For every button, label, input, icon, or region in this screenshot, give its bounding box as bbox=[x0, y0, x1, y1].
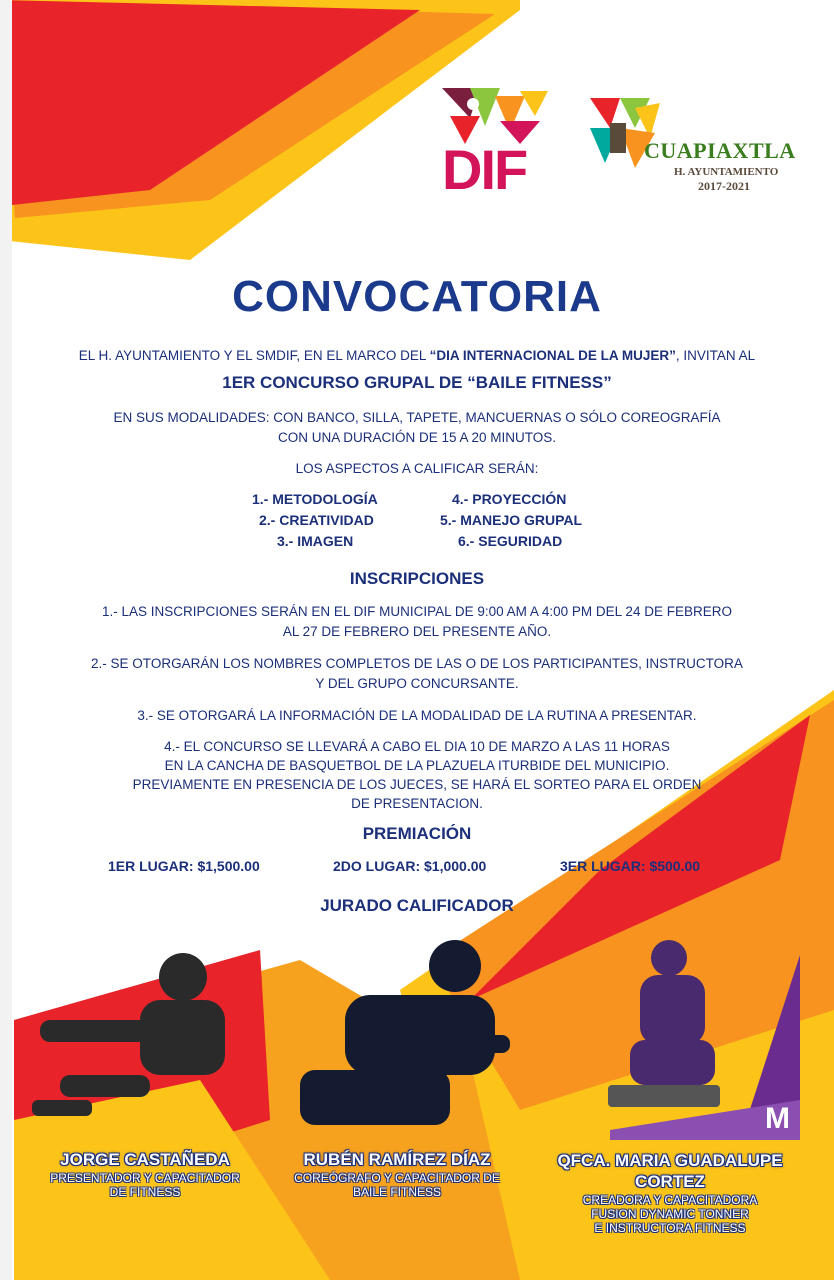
intro-highlight: “DIA INTERNACIONAL DE LA MUJER” bbox=[429, 348, 676, 363]
prize-second: 2DO LUGAR: $1,000.00 bbox=[333, 858, 487, 874]
page-title: CONVOCATORIA bbox=[232, 272, 602, 321]
judge-name-3 bbox=[540, 1150, 800, 1192]
judge-role-line: E INSTRUCTORA FITNESS bbox=[594, 1221, 746, 1235]
inscripcion-line: DE PRESENTACION. bbox=[351, 796, 483, 811]
criteria-item: 4.- PROYECCIÓN bbox=[452, 491, 567, 507]
judge-role-line: BAILE FITNESS bbox=[352, 1185, 442, 1199]
cuapiaxtla-name: CUAPIAXTLA bbox=[644, 138, 796, 163]
prize-first: 1ER LUGAR: $1,500.00 bbox=[108, 858, 260, 874]
jurado-heading: JURADO CALIFICADOR bbox=[320, 896, 514, 915]
judge-name-1: JORGE CASTAÑEDA bbox=[60, 1150, 230, 1169]
dif-logo bbox=[440, 86, 550, 202]
inscripcion-line: 3.- SE OTORGARÁ LA INFORMACIÓN DE LA MODALIDAD DE LA RUTINA A PRESENTAR. bbox=[137, 708, 697, 723]
inscripciones-heading: INSCRIPCIONES bbox=[349, 569, 485, 588]
inscripcion-line: EN LA CANCHA DE BASQUETBOL DE LA PLAZUELA ITURBIDE DEL MUNICIPIO. bbox=[164, 758, 670, 773]
judge-role-line: COREÓGRAFO Y CAPACITADOR DE bbox=[294, 1171, 500, 1185]
criteria-item: 5.- MANEJO GRUPAL bbox=[440, 512, 583, 528]
inscripcion-line: Y DEL GRUPO CONCURSANTE. bbox=[315, 676, 519, 691]
judge-role-line: CREADORA Y CAPACITADORA bbox=[582, 1193, 758, 1207]
criteria-intro: LOS ASPECTOS A CALIFICAR SERÁN: bbox=[295, 461, 539, 476]
inscripcion-line: AL 27 DE FEBRERO DEL PRESENTE AÑO. bbox=[282, 624, 552, 639]
criteria-item: 6.- SEGURIDAD bbox=[458, 533, 563, 549]
inscripcion-line: 4.- EL CONCURSO SE LLEVARÁ A CABO EL DIA 10 DE MARZO A LAS 11 HORAS bbox=[164, 739, 670, 754]
intro-part1: EL H. AYUNTAMIENTO Y EL SMDIF, EN EL MARCO DEL bbox=[78, 348, 430, 363]
inscripcion-item-1 bbox=[0, 602, 834, 642]
dif-logo-text: DIF bbox=[442, 138, 527, 201]
judge-name-2: RUBÉN RAMÍREZ DÍAZ bbox=[303, 1150, 491, 1169]
cuapiaxtla-logo bbox=[588, 94, 808, 198]
judge-role-line: PRESENTADOR Y CAPACITADOR bbox=[50, 1171, 240, 1185]
judge-role-3 bbox=[540, 1193, 800, 1235]
inscripcion-item-4 bbox=[0, 737, 834, 813]
criteria-item: 1.- METODOLOGÍA bbox=[252, 491, 378, 507]
judge-role-line: FUSION DYNAMIC TONNER bbox=[591, 1207, 749, 1221]
inscripcion-item-3 bbox=[0, 706, 834, 726]
criteria-left-list bbox=[252, 489, 378, 552]
modalities-line1: EN SUS MODALIDADES: CON BANCO, SILLA, TAPETE, MANCUERNAS O SÓLO COREOGRAFÍA bbox=[113, 410, 721, 425]
criteria-item: 2.- CREATIVIDAD bbox=[259, 512, 374, 528]
prize-third: 3ER LUGAR: $500.00 bbox=[560, 858, 701, 874]
criteria-item: 3.- IMAGEN bbox=[277, 533, 354, 549]
cuapiaxtla-years: 2017-2021 bbox=[698, 179, 750, 193]
judge-name-line: CORTEZ bbox=[635, 1172, 705, 1191]
m-watermark: M bbox=[765, 1102, 790, 1135]
inscripcion-item-2 bbox=[0, 654, 834, 694]
judge-role-line: DE FITNESS bbox=[109, 1185, 181, 1199]
criteria-right-list bbox=[440, 489, 582, 552]
judge-role-1 bbox=[20, 1171, 270, 1199]
inscripcion-line: 2.- SE OTORGARÁN LOS NOMBRES COMPLETOS DE LAS O DE LOS PARTICIPANTES, INSTRUCTORA bbox=[91, 656, 743, 671]
inscripcion-line: 1.- LAS INSCRIPCIONES SERÁN EN EL DIF MUNICIPAL DE 9:00 AM A 4:00 PM DEL 24 DE FEBRERO bbox=[102, 604, 732, 619]
cuapiaxtla-subtitle: H. AYUNTAMIENTO bbox=[674, 166, 779, 178]
premiacion-heading: PREMIACIÓN bbox=[362, 824, 472, 843]
judge-role-2 bbox=[272, 1171, 522, 1199]
dif-logo-icon bbox=[440, 86, 550, 146]
intro-part2: , INVITAN AL bbox=[675, 348, 756, 363]
modalities-line2: CON UNA DURACIÓN DE 15 A 20 MINUTOS. bbox=[277, 430, 557, 445]
intro-text bbox=[0, 348, 834, 363]
judge-name-line: QFCA. MARIA GUADALUPE bbox=[557, 1151, 783, 1170]
inscripcion-line: PREVIAMENTE EN PRESENCIA DE LOS JUECES, SE HARÁ EL SORTEO PARA EL ORDEN bbox=[132, 777, 702, 792]
contest-title: 1ER CONCURSO GRUPAL DE “BAILE FITNESS” bbox=[222, 373, 612, 392]
